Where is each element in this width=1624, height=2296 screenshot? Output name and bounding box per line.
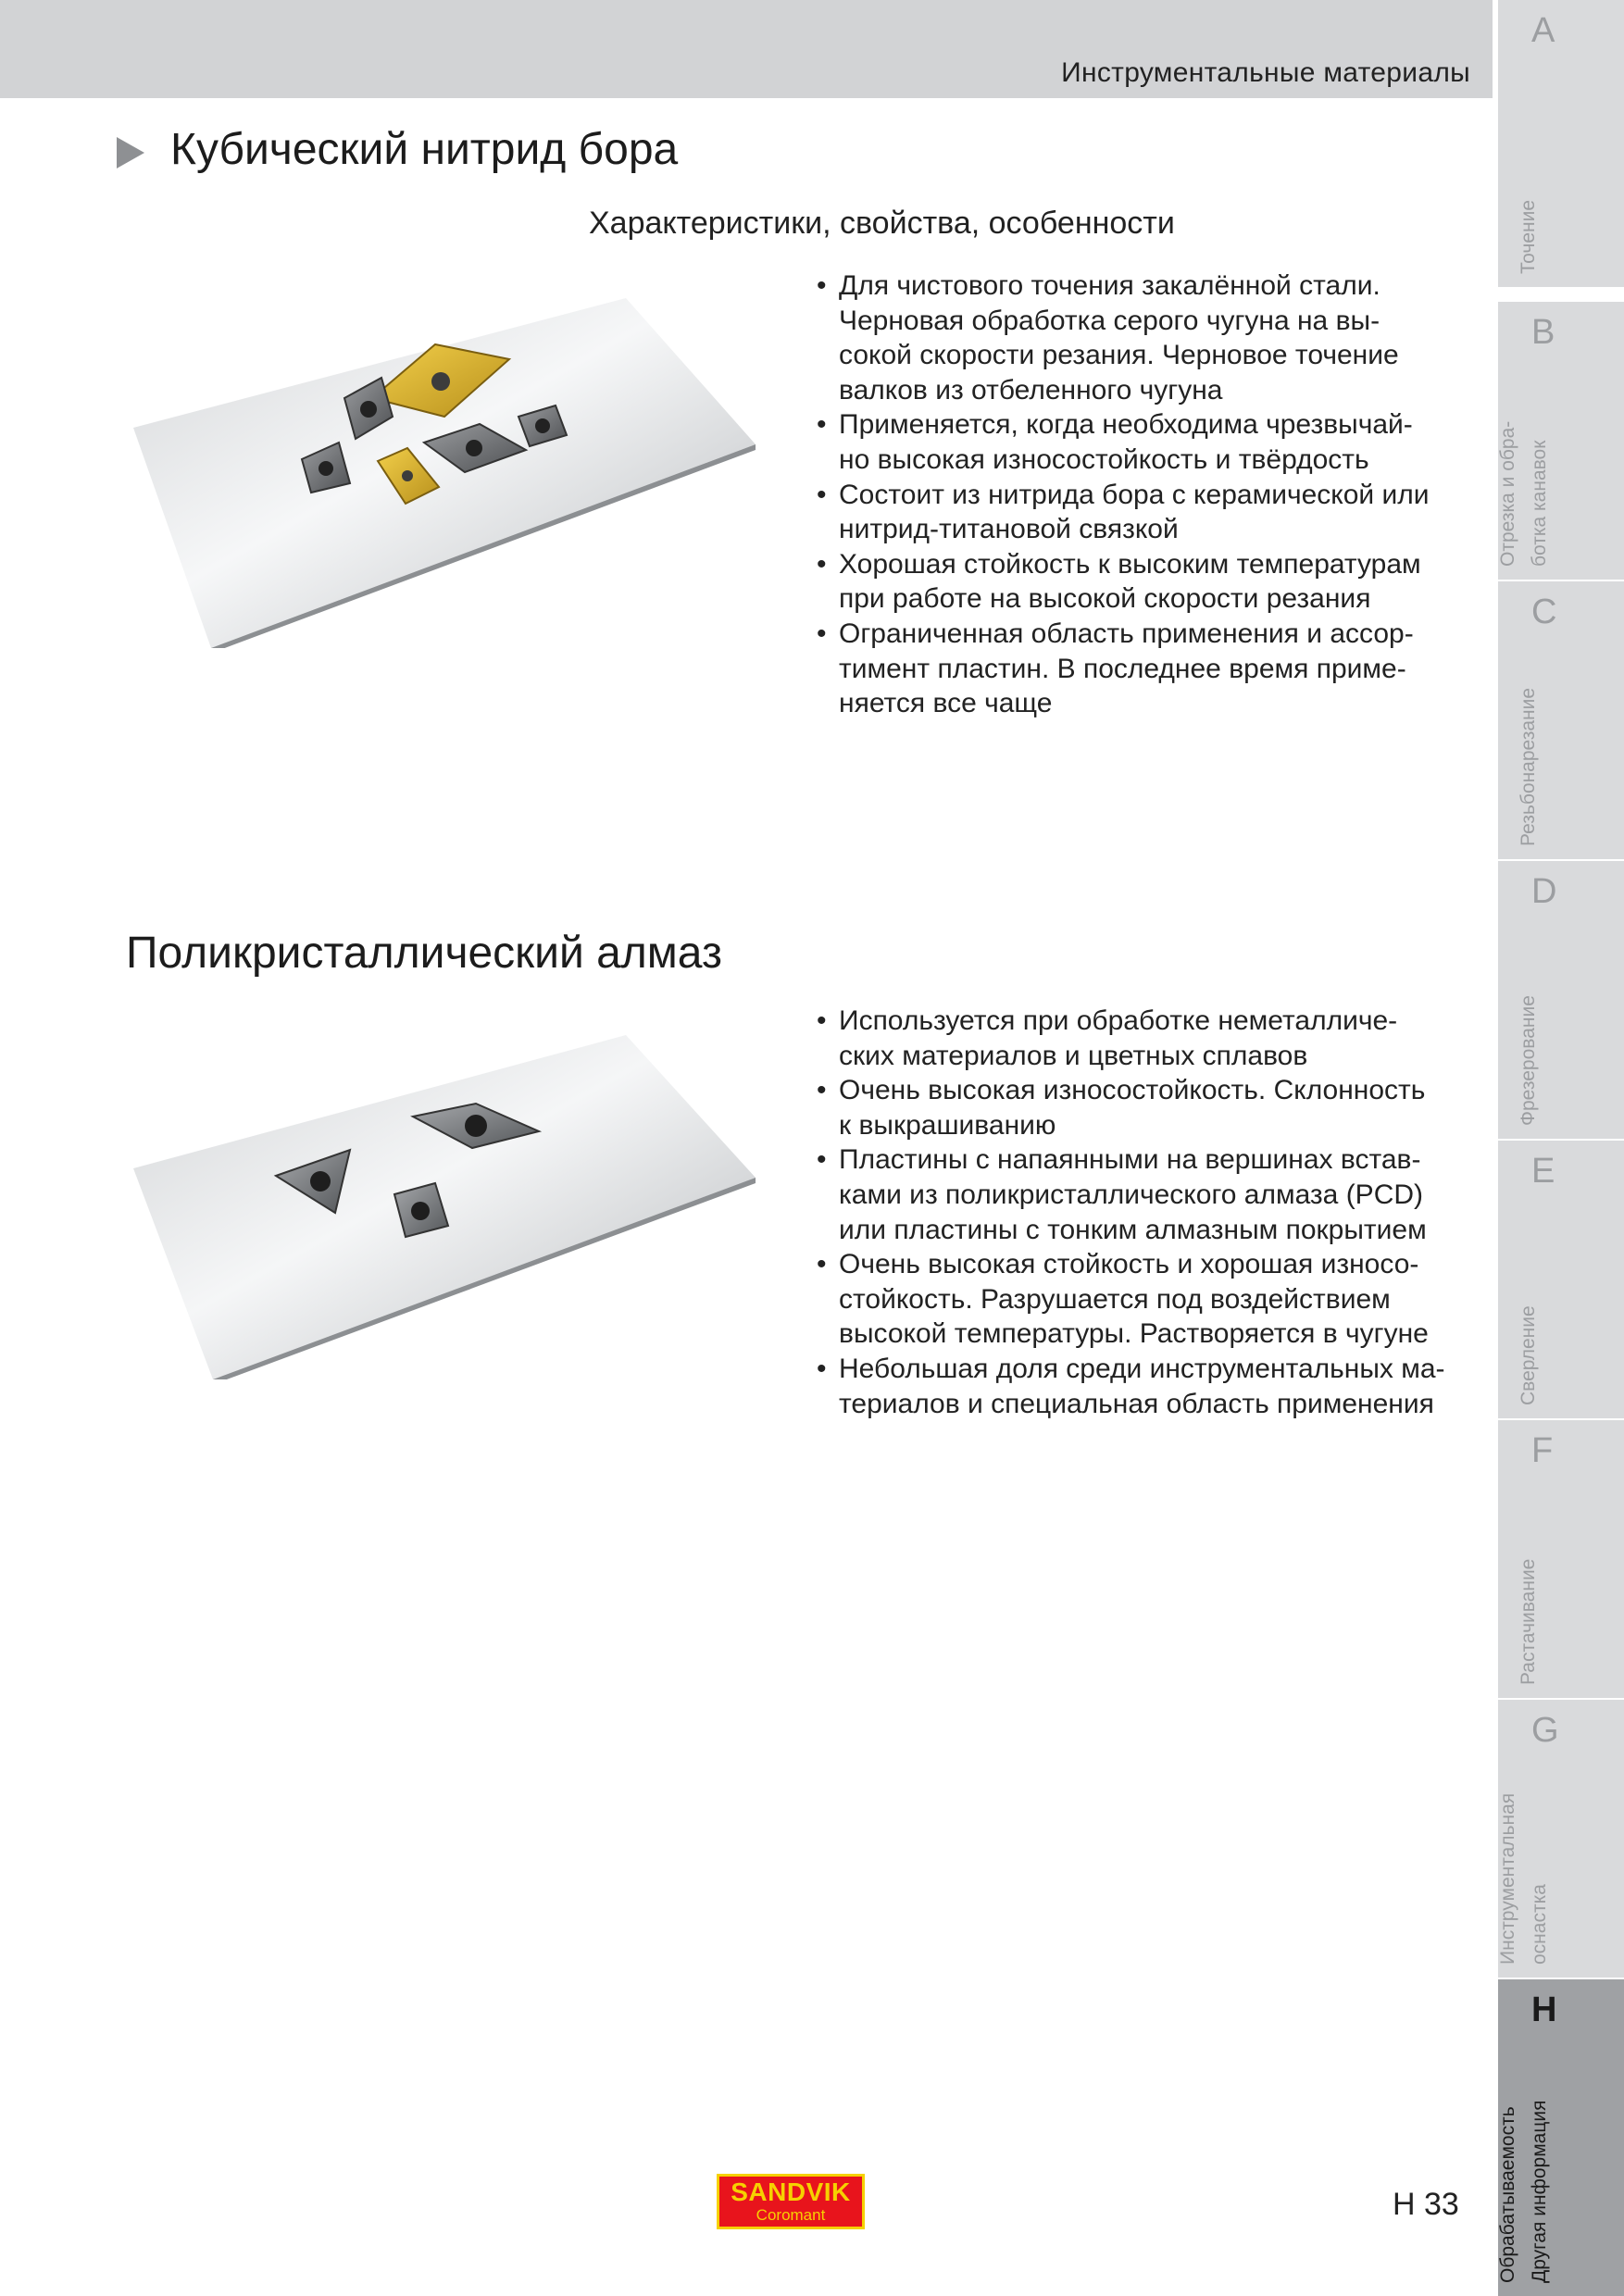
bullet-item [813,268,1478,407]
side-tab-label [1513,1559,1544,1685]
bullet-line: стойкость. Разрушается под воздействием [839,1283,1391,1315]
side-tab-label-line: Точение [1518,199,1539,274]
side-tab-label [1513,688,1544,846]
header-bar [0,0,1493,98]
side-tab-label-line: Обрабатываемость [1497,2106,1518,2283]
bullet-line: Черновая обработка серого чугуна на вы- [839,305,1380,336]
side-tab-letter: F [1531,1431,1554,1470]
bullet-line: сокой скорости резания. Черновое точение [839,340,1399,371]
pcd-inserts-photo [130,1009,756,1379]
bullet-item [813,1142,1478,1247]
side-tab-label [1513,200,1544,274]
bullet-line: но высокая износостойкость и твёрдость [839,443,1369,475]
bullet-line: • Применяется, когда необходима чрезвычай- [839,409,1413,441]
side-tab-letter: E [1531,1152,1555,1191]
bullet-item [813,407,1478,477]
side-tab-label-line: Отрезка и обра- [1497,420,1518,567]
logo-main-text: SANDVIK [731,2177,851,2206]
header-title: Инструментальные материалы [1061,57,1470,88]
side-tabs [1498,0,1624,2296]
bullet-item [813,1073,1478,1142]
bullet-line: к выкрашиванию [839,1109,1056,1141]
section1-bullets [813,268,1478,721]
page-number: H 33 [1393,2187,1459,2222]
side-tab-a[interactable] [1498,0,1624,287]
section2-title: Поликристаллический алмаз [126,929,722,978]
side-tab-c[interactable] [1498,581,1624,859]
side-tab-label-line: Другая информация [1529,2100,1550,2283]
side-tab-f[interactable] [1498,1420,1624,1698]
side-tab-letter: B [1531,313,1555,352]
bullet-line: ских материалов и цветных сплавов [839,1040,1308,1071]
side-tab-label-line: Растачивание [1518,1558,1539,1685]
side-tab-d[interactable] [1498,861,1624,1139]
bullet-line: • Очень высокая стойкость и хорошая износо- [839,1249,1419,1280]
bullet-line: териалов и специальная область применения [839,1388,1434,1419]
bullet-item [813,1004,1478,1073]
side-tab-letter: D [1531,872,1557,911]
bullet-item [813,1352,1478,1421]
bullet-item [813,478,1478,547]
side-tab-e[interactable] [1498,1141,1624,1418]
bullet-line: ками из поликристаллического алмаза (PCD) [839,1179,1424,1210]
side-tab-label [1513,1305,1544,1405]
side-tab-label-line: ботка канавок [1529,440,1550,567]
bullet-item [813,1247,1478,1352]
logo-sub-text: Coromant [756,2206,826,2224]
side-tab-label-line: оснастка [1529,1884,1550,1965]
side-tab-h[interactable] [1498,1979,1624,2296]
sandvik-coromant-logo [717,2174,865,2229]
bullet-line: валков из отбеленного чугуна [839,374,1223,406]
bullet-line: при работе на высокой скорости резания [839,583,1371,615]
section1-title: Кубический нитрид бора [170,125,679,174]
bullet-line: • Небольшая доля среди инструментальных ма- [839,1353,1445,1384]
bullet-line: • Ограниченная область применения и ассор- [839,618,1414,649]
bullet-line: • Состоит из нитрида бора с керамической или [839,479,1430,510]
side-tab-label [1493,421,1555,567]
pcd-inserts-image [130,1009,756,1379]
bullet-line: тимент пластин. В последнее время приме- [839,653,1406,684]
section1-subtitle: Характеристики, свойства, особенности [589,206,1175,241]
bullet-line: высокой температуры. Растворяется в чугуне [839,1318,1429,1350]
side-tab-letter: A [1531,11,1555,50]
cbn-inserts-image [130,278,756,648]
side-tab-label [1493,1793,1555,1965]
bullet-item [813,547,1478,617]
bullet-line: няется все чаще [839,688,1053,719]
side-tab-b[interactable] [1498,302,1624,580]
bullet-line: • Используется при обработке неметалличе- [839,1005,1398,1036]
cbn-inserts-photo [130,278,756,648]
side-tab-label-line: Инструментальная [1497,1792,1518,1965]
bullet-line: • Для чистового точения закалённой стали. [839,270,1380,301]
section-arrow-icon [117,137,144,168]
bullet-line: или пластины с тонким алмазным покрытием [839,1214,1427,1245]
bullet-line: • Очень высокая износостойкость. Склонность [839,1075,1426,1106]
side-tab-label [1493,2101,1555,2283]
section2-bullets [813,1004,1478,1421]
bullet-line: нитрид-титановой связкой [839,514,1179,545]
bullet-line: • Хорошая стойкость к высоким температурам [839,548,1421,580]
bullet-line: • Пластины с напаянными на вершинах встав- [839,1144,1421,1176]
side-tab-letter: G [1531,1711,1559,1750]
side-tab-letter: H [1531,1990,1557,2029]
side-tab-label-line: Сверление [1518,1305,1539,1405]
side-tab-g[interactable] [1498,1700,1624,1978]
side-tab-label-line: Фрезерование [1518,995,1539,1126]
side-tab-letter: C [1531,593,1557,631]
side-tab-label [1513,995,1544,1126]
side-tab-label-line: Резьбонарезание [1518,687,1539,846]
bullet-item [813,617,1478,721]
